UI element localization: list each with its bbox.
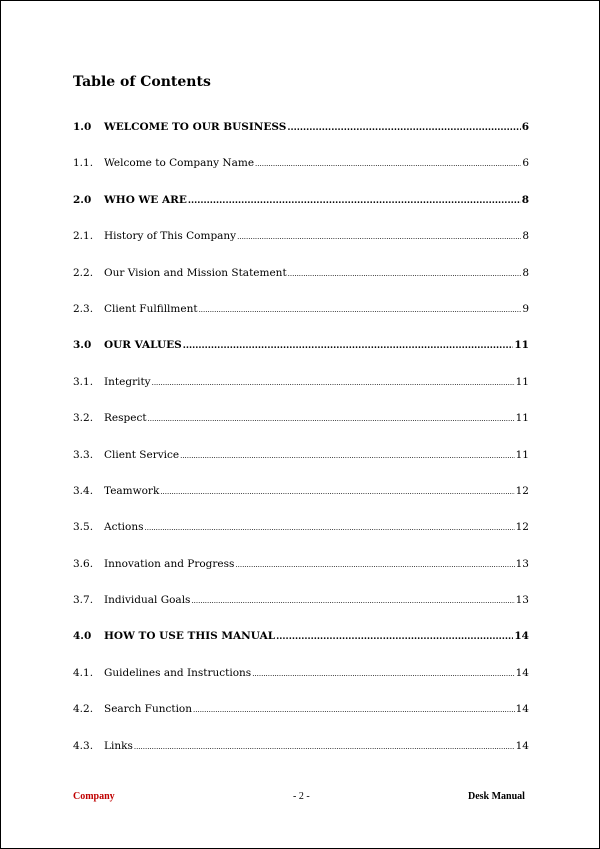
toc-entry-page: 11 [515,448,529,461]
toc-entry-label: History of This Company [104,230,237,243]
toc-entry-number: 4.1. [73,666,94,679]
toc-entry-number: 3.1. [73,375,94,388]
toc-entry-number: 2.3. [73,302,94,315]
toc-dot-leader [152,375,515,391]
toc-entry[interactable] [73,265,529,301]
toc-dot-leader [252,666,514,682]
toc-dot-leader [183,338,514,354]
toc-entry-page: 13 [515,594,529,607]
toc-entry[interactable] [73,337,529,373]
toc-dot-leader [160,484,514,500]
toc-entry-label: Teamwork [104,484,160,497]
toc-entry[interactable] [73,119,529,155]
toc-entry-page: 6 [521,121,529,133]
toc-dot-leader [287,120,520,136]
toc-entry-label: Integrity [104,375,151,388]
toc-entry[interactable] [73,519,529,555]
toc-entry[interactable] [73,228,529,264]
toc-entry[interactable] [73,447,529,483]
toc-entry-page: 13 [515,557,529,570]
toc-entry-label: WELCOME TO OUR BUSINESS [104,121,287,133]
toc-entry[interactable] [73,628,529,664]
toc-entry-number: 3.6. [73,557,94,570]
toc-entry-page: 11 [514,339,529,352]
footer-company: Company [73,791,115,802]
toc-entry[interactable] [73,665,529,701]
toc-title: Table of Contents [73,74,211,90]
toc-entry-number: 3.2. [73,412,94,425]
toc-entry[interactable] [73,592,529,628]
toc-entry-number: 3.3. [73,448,94,461]
toc-dot-leader [288,266,522,282]
toc-dot-leader [235,557,514,573]
toc-dot-leader [145,520,515,536]
toc-entry-page: 12 [515,484,529,497]
toc-dot-leader [191,593,514,609]
toc-entry[interactable] [73,410,529,446]
toc-dot-leader [237,229,521,245]
toc-entry-label: Individual Goals [104,594,191,607]
toc-entry[interactable] [73,738,529,774]
footer-document-name: Desk Manual [468,791,525,802]
toc-entry-number: 4.3. [73,739,94,752]
toc-dot-leader [148,411,515,427]
toc-entry-label: Client Fulfillment [104,302,198,315]
toc-entry-label: Client Service [104,448,180,461]
toc-entry-label: Respect [104,412,147,425]
toc-list [73,119,529,774]
toc-entry-number: 3.5. [73,521,94,534]
toc-entry-label: WHO WE ARE [104,193,187,206]
toc-dot-leader [276,629,513,645]
footer-page-number: - 2 - [293,791,310,802]
toc-entry-label: HOW TO USE THIS MANUAL [104,630,276,643]
toc-entry-label: Innovation and Progress [104,557,235,570]
toc-entry-page: 8 [522,266,529,279]
toc-entry-label: Links [104,739,133,752]
toc-entry-number: 4.0 [73,630,92,643]
toc-entry-page: 6 [522,157,529,170]
toc-entry-label: Search Function [104,703,193,716]
toc-entry[interactable] [73,483,529,519]
toc-entry-page: 14 [514,630,529,643]
toc-entry-label: Our Vision and Mission Statement [104,266,287,279]
toc-entry-number: 4.2. [73,703,94,716]
toc-entry[interactable] [73,556,529,592]
toc-entry[interactable] [73,192,529,228]
toc-entry[interactable] [73,701,529,737]
toc-entry-number: 3.7. [73,594,94,607]
toc-dot-leader [180,448,515,464]
toc-entry-page: 11 [515,412,529,425]
toc-entry-page: 12 [515,521,529,534]
toc-entry-label: OUR VALUES [104,339,182,352]
toc-entry-label: Actions [104,521,144,534]
toc-entry-page: 9 [522,302,529,315]
toc-entry-number: 2.1. [73,230,94,243]
toc-dot-leader [255,156,521,172]
toc-entry-number: 2.2. [73,266,94,279]
toc-entry[interactable] [73,374,529,410]
toc-entry[interactable] [73,155,529,191]
toc-entry-page: 14 [515,666,529,679]
toc-entry-number: 1.1. [73,157,94,170]
toc-entry-number: 1.0 [73,121,92,133]
toc-dot-leader [134,739,515,755]
toc-entry[interactable] [73,301,529,337]
toc-entry-page: 14 [515,739,529,752]
toc-dot-leader [193,702,515,718]
toc-entry-number: 2.0 [73,193,92,206]
toc-entry-number: 3.4. [73,484,94,497]
toc-dot-leader [188,193,521,209]
toc-entry-page: 8 [522,230,529,243]
toc-entry-page: 8 [521,193,529,206]
toc-dot-leader [199,302,522,318]
toc-entry-page: 11 [515,375,529,388]
toc-entry-label: Welcome to Company Name [104,157,255,170]
toc-entry-page: 14 [515,703,529,716]
toc-entry-number: 3.0 [73,339,92,352]
toc-entry-label: Guidelines and Instructions [104,666,252,679]
